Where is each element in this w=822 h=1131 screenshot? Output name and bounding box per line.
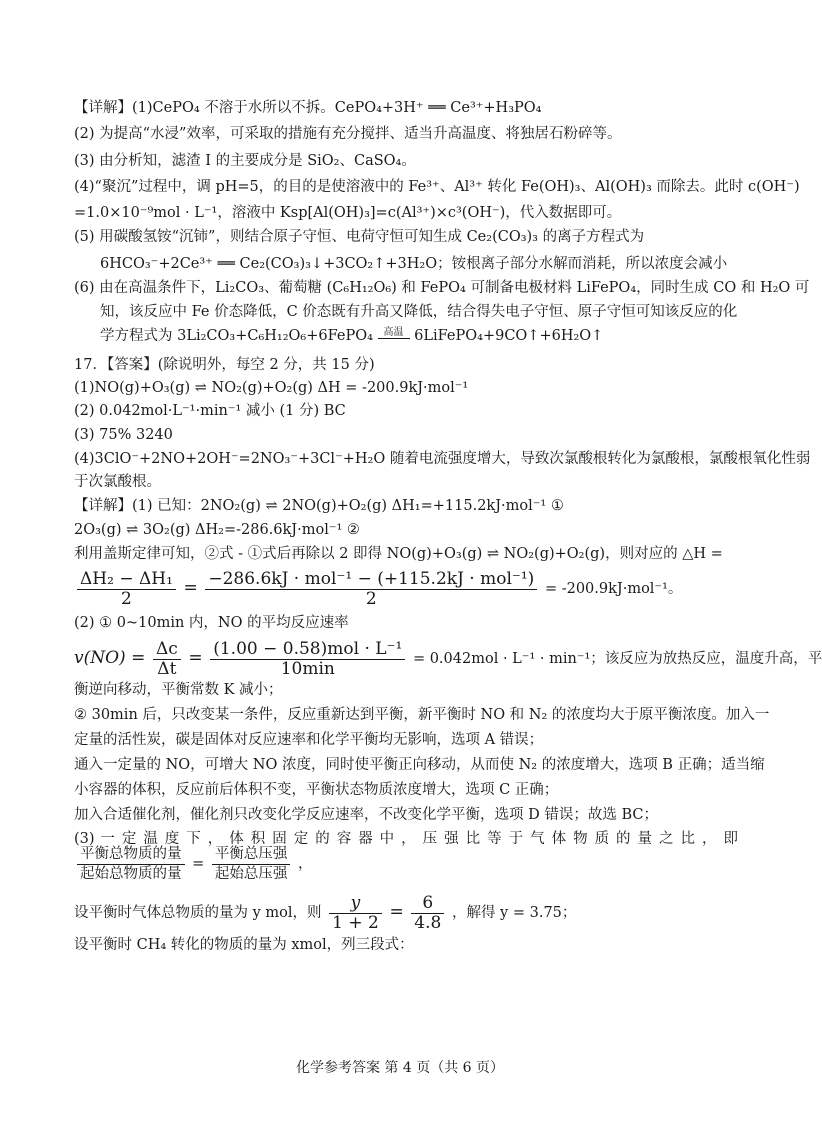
text-line: (4)“聚沉”过程中，调 pH=5，的目的是使溶液中的 Fe³⁺、Al³⁺ 转化 Fe(OH)₃、Al(OH)₃ 而除去。此时 c(OH⁻)	[74, 179, 800, 195]
text-line: 【详解】(1)CePO₄ 不溶于水所以不拆。CePO₄+3H⁺ ══ Ce³⁺+H₃PO₄	[74, 100, 542, 116]
page-footer: 化学参考答案 第 4 页（共 6 页）	[295, 1060, 505, 1076]
fraction-denominator: 1 + 2	[332, 912, 379, 933]
fraction-denominator: 2	[121, 588, 132, 609]
text-line: (2) ① 0~10min 内，NO 的平均反应速率	[74, 615, 349, 631]
equals-sign: =	[389, 902, 404, 922]
text-line: (1)NO(g)+O₃(g) ⇌ NO₂(g)+O₂(g) ΔH = -200.9kJ·mol⁻¹	[74, 380, 469, 396]
formula-tail: ，	[297, 856, 313, 872]
fraction	[153, 640, 181, 679]
fraction	[77, 845, 185, 884]
fraction-denominator: Δt	[157, 658, 177, 679]
text-line: (2) 0.042mol·L⁻¹·min⁻¹ 减小 (1 分) BC	[74, 403, 346, 419]
fraction-denominator: 2	[365, 588, 377, 609]
reaction-arrow	[378, 328, 410, 339]
text-line: (3) 一 定 温 度 下 ， 体 积 固 定 的 容 器 中 ， 压 强 比 等 于 气 体 物 质 的 量 之 比 ， 即	[74, 831, 738, 847]
text-line: =1.0×10⁻⁹mol · L⁻¹，溶液中 Ksp[Al(OH)₃]=c(Al³⁺)×c³(OH⁻)，代入数据即可。	[74, 205, 622, 221]
equation-reactants: 学方程式为 3Li₂CO₃+C₆H₁₂O₆+6FePO₄	[100, 328, 373, 344]
formula-line	[74, 890, 738, 934]
fraction-numerator: ΔH₂ − ΔH₁	[77, 570, 176, 590]
text-line: 知，该反应中 Fe 价态降低，C 价态既有升高又降低，结合得失电子守恒、原子守恒可知该反应的化	[100, 304, 738, 320]
fraction-numerator: Δc	[153, 640, 181, 660]
text-line: 小容器的体积，反应前后体积不变，平衡状态物质浓度增大，选项 C 正确；	[74, 782, 559, 798]
equals-sign: =	[183, 578, 198, 598]
formula-tail: = 0.042mol · L⁻¹ · min⁻¹；该反应为放热反应，温度升高，平	[412, 651, 822, 667]
fraction-denominator: 起始总物质的量	[80, 865, 182, 882]
fraction	[329, 894, 382, 933]
fraction	[411, 894, 444, 933]
fraction-numerator: −286.6kJ · mol⁻¹ − (+115.2kJ · mol⁻¹)	[205, 570, 537, 590]
formula-tail: = -200.9kJ·mol⁻¹。	[544, 581, 683, 597]
fraction-numerator: 平衡总压强	[212, 845, 291, 865]
fraction-numerator: 6	[411, 894, 444, 914]
formula-lead: 设平衡时气体总物质的量为 y mol，则	[74, 905, 322, 921]
equation-line	[100, 326, 738, 350]
answer-heading: 17．【答案】(除说明外，每空 2 分，共 15 分)	[74, 357, 375, 373]
text-line: ② 30min 后，只改变某一条件，反应重新达到平衡，新平衡时 NO 和 N₂ 的浓度均大于原平衡浓度。加入一	[74, 707, 770, 723]
fraction	[77, 570, 176, 609]
formula-line	[74, 566, 738, 610]
formula-line	[74, 842, 738, 886]
text-line: 于次氯酸根。	[74, 474, 161, 490]
text-line: 6HCO₃⁻+2Ce³⁺ ══ Ce₂(CO₃)₃↓+3CO₂↑+3H₂O；铵根离子部分水解而消耗，所以浓度会减小	[100, 256, 728, 272]
text-line: 【详解】(1) 已知：2NO₂(g) ⇌ 2NO(g)+O₂(g) ΔH₁=+115.2kJ·mol⁻¹ ①	[74, 498, 564, 514]
fraction	[205, 570, 537, 609]
fraction	[210, 640, 405, 679]
text-line: (4)3ClO⁻+2NO+2OH⁻=2NO₃⁻+3Cl⁻+H₂O 随着电流强度增大，导致次氯酸根转化为氯酸根，氯酸根氧化性弱	[74, 451, 811, 467]
text-line: 设平衡时 CH₄ 转化的物质的量为 xmol，列三段式：	[74, 937, 414, 953]
text-line: 定量的活性炭，碳是固体对反应速率和化学平衡均无影响，选项 A 错误；	[74, 732, 544, 748]
fraction	[212, 845, 291, 884]
text-line: 2O₃(g) ⇌ 3O₂(g) ΔH₂=-286.6kJ·mol⁻¹ ②	[74, 522, 360, 538]
text-line: (3) 75% 3240	[74, 427, 173, 443]
equals-sign: =	[192, 856, 205, 872]
text-line: (6) 由在高温条件下，Li₂CO₃、葡萄糖 (C₆H₁₂O₆) 和 FePO₄ 可制备电极材料 LiFePO₄，同时生成 CO 和 H₂O 可	[74, 280, 810, 296]
reaction-condition: 高温	[378, 328, 410, 339]
text-line: 衡逆向移动，平衡常数 K 减小；	[74, 682, 283, 698]
fraction-numerator: y	[329, 894, 382, 914]
fraction-denominator: 4.8	[414, 912, 442, 933]
formula-tail: ，解得 y = 3.75；	[451, 905, 577, 921]
formula-lhs: v(NO) =	[74, 648, 146, 668]
formula-line	[74, 636, 822, 680]
text-line: (3) 由分析知，滤渣 I 的主要成分是 SiO₂、CaSO₄。	[74, 153, 416, 169]
equation-products: 6LiFePO₄+9CO↑+6H₂O↑	[414, 328, 604, 344]
fraction-denominator: 起始总压强	[214, 865, 288, 882]
text-line: 通入一定量的 NO，可增大 NO 浓度，同时使平衡正向移动，从而使 N₂ 的浓度增大，选项 B 正确；适当缩	[74, 757, 765, 773]
fraction-numerator: (1.00 − 0.58)mol · L⁻¹	[210, 640, 405, 660]
text-line: (5) 用碳酸氢铵“沉铈”，则结合原子守恒、电荷守恒可知生成 Ce₂(CO₃)₃ 的离子方程式为	[74, 229, 645, 245]
text-line: 加入合适催化剂，催化剂只改变化学反应速率，不改变化学平衡，选项 D 错误；故选 BC；	[74, 807, 658, 823]
fraction-denominator: 10min	[280, 658, 335, 679]
text-line: 利用盖斯定律可知，②式 - ①式后再除以 2 即得 NO(g)+O₃(g) ⇌ NO₂(g)+O₂(g)，则对应的 △H =	[74, 546, 723, 562]
text-line: (2) 为提高“水浸”效率，可采取的措施有充分搅拌、适当升高温度、将独居石粉碎等。	[74, 126, 622, 142]
fraction-numerator: 平衡总物质的量	[77, 845, 185, 865]
equals-sign: =	[188, 648, 203, 668]
